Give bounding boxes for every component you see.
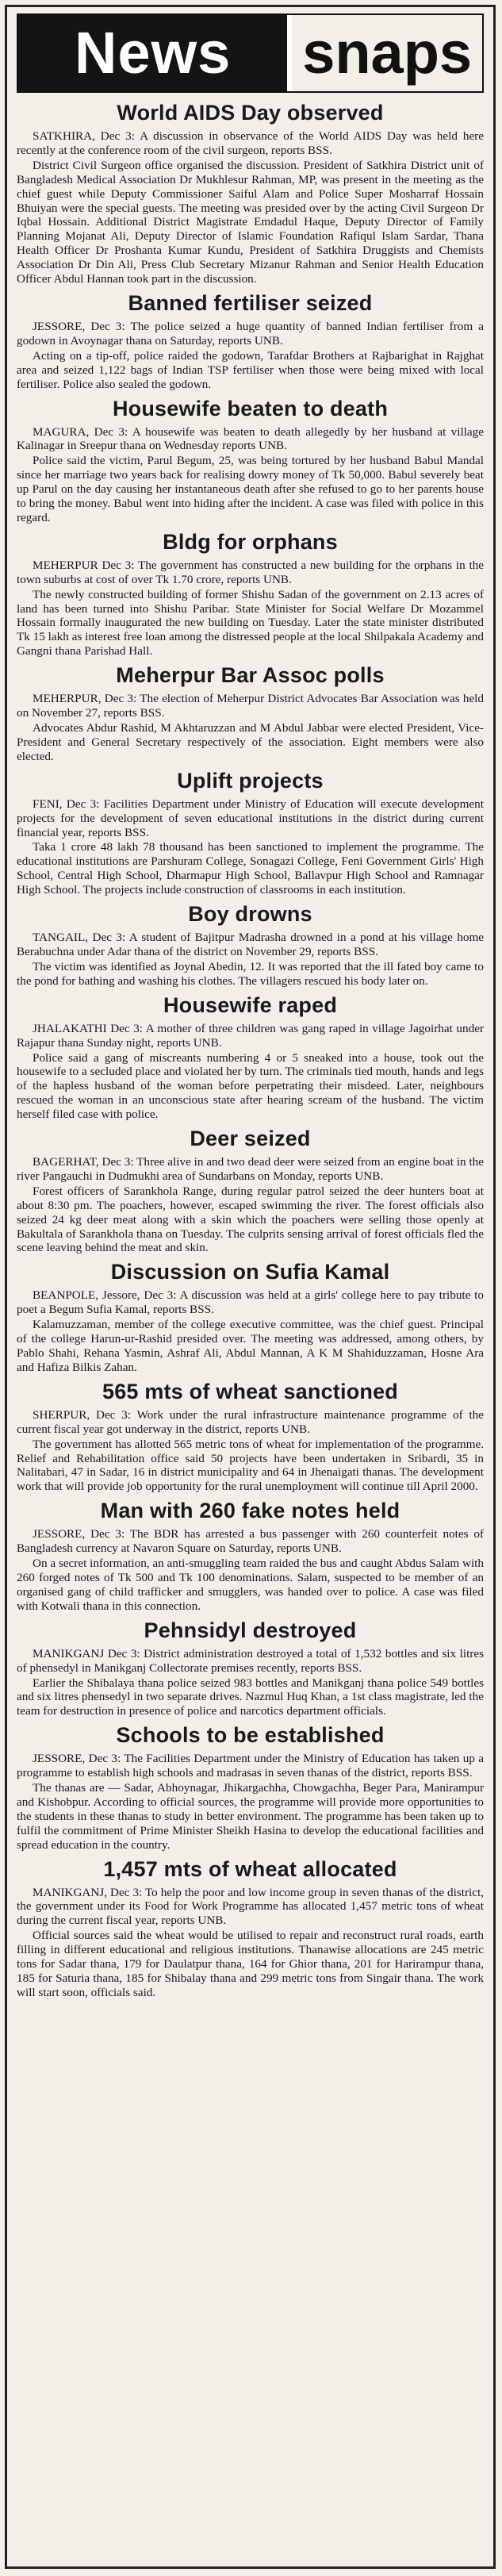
story-headline: World AIDS Day observed: [117, 101, 384, 125]
story-headline: Schools to be established: [116, 1723, 385, 1748]
news-story: [17, 1380, 484, 1494]
news-story: [17, 101, 484, 286]
story-paragraph: Advocates Abdur Rashid, M Akhtaruzzan and M Abdul Jabbar were elected President, Vice-President and General Secretary respectively of the association. Eight members were also elected.: [17, 721, 484, 763]
story-headline: Discussion on Sufia Kamal: [110, 1260, 390, 1284]
story-paragraph: MANIKGANJ, Dec 3: To help the poor and low income group in seven thanas of the district, the government under its Food for Work Programme has allocated 1,457 metric tons of wheat during the current fiscal year, reports UNB.: [17, 1885, 484, 1928]
news-story: [17, 1857, 484, 2000]
story-paragraph: Taka 1 crore 48 lakh 78 thousand has been sanctioned to implement the programme. The educational institutions are Parshuram College, Sonagazi College, Feni Government Girls' High School, Central High School, Dharmapur High School, Ballavpur High School and Ramnagar High School. The projects include construction of classrooms in each institution.: [17, 840, 484, 897]
news-story: [17, 1618, 484, 1719]
story-paragraph: Kalamuzzaman, member of the college executive committee, was the chief guest. Principal of the college Harun-ur-Rashid presided over. The meeting was addressed, among others, by Pablo Shahi, Rehana Yasmin, Ashraf Ali, Abdul Mannan, A K M Shahiduzzaman, Hosne Ara and Hafiza Bilkis Zahan.: [17, 1318, 484, 1374]
story-headline: Man with 260 fake notes held: [100, 1499, 400, 1523]
story-paragraph: The government has allotted 565 metric tons of wheat for implementation of the programme. Relief and Rehabilitation office said 50 projects have been undertaken in Sribardi, 35 in Nalitabari, 47 in Sadar, 16 in district municipality and 64 in Jhenaigati thanas. The development work that will provide job opportunity for the rural unemployment will continue till April 2000.: [17, 1437, 484, 1494]
story-paragraph: Acting on a tip-off, police raided the godown, Tarafdar Brothers at Rajbarighat in Rajghat area and seized 1,122 bags of Indian TSP fertiliser when those were being mixed with local fertiliser. Police also sealed the godown.: [17, 348, 484, 391]
story-headline: Pehnsidyl destroyed: [144, 1618, 357, 1642]
story-paragraph: Official sources said the wheat would be utilised to repair and reconstruct rural roads, earth filling in different educational and religious institutions. Thanawise allocations are 245 metric tons for Sadar thana, 179 for Daulatpur thana, 164 for Ghior thana, 201 for Harirampur thana, 185 for Saturia thana, 185 for Shibalay thana and 299 metric tons from Singair thana. The work will start soon, officials said.: [17, 1929, 484, 1999]
masthead-snaps: snaps: [287, 15, 482, 91]
story-headline: Boy drowns: [188, 902, 312, 927]
masthead-news: News: [18, 15, 287, 91]
story-paragraph: SHERPUR, Dec 3: Work under the rural infrastructure maintenance programme of the current fiscal year got underway in the district, reports UNB.: [17, 1407, 484, 1436]
stories-list: [17, 101, 484, 2000]
story-paragraph: MEHERPUR Dec 3: The government has constructed a new building for the orphans in the town suburbs at cost of over Tk 1.70 crore, reports UNB.: [17, 558, 484, 586]
news-story: [17, 902, 484, 989]
story-paragraph: SATKHIRA, Dec 3: A discussion in observance of the World AIDS Day was held here recently at the conference room of the civil surgeon, reports BSS.: [17, 129, 484, 157]
story-headline: Uplift projects: [177, 768, 324, 793]
story-paragraph: Earlier the Shibalaya thana police seized 983 bottles and Manikganj thana police 549 bottles and six litres phensedyl in two separate drives. Nazmul Huq Khan, a 1st class magistrate, led the team for destruction in presence of police and narcotics department officials.: [17, 1676, 484, 1718]
news-story: [17, 530, 484, 658]
story-headline: 565 mts of wheat sanctioned: [102, 1379, 398, 1403]
news-story: [17, 291, 484, 392]
story-headline: Housewife beaten to death: [112, 396, 389, 420]
story-headline: Housewife raped: [163, 992, 338, 1017]
story-paragraph: FENI, Dec 3: Facilities Department under Ministry of Education will execute development projects for the development of seven educational institutions in the district during current financial year, reports BSS.: [17, 797, 484, 839]
news-story: [17, 993, 484, 1122]
story-paragraph: The newly constructed building of former Shishu Sadan of the government on 2.13 acres of land has been turned into Shishu Paribar. State Minister for Social Welfare Dr Mozammel Hossain formally inaugurated the new building on Tuesday. Later the state minister distributed Tk 15 lakh as interest free loan among the distressed people at the local Shilpakala Academy and Gangni thana Parishad Hall.: [17, 587, 484, 658]
story-headline: Bldg for orphans: [163, 529, 338, 554]
story-paragraph: JESSORE, Dec 3: The police seized a huge quantity of banned Indian fertiliser from a godown in Avoynagar thana on Saturday, reports UNB.: [17, 319, 484, 347]
news-snaps-column: [5, 5, 496, 2569]
news-story: [17, 663, 484, 764]
news-story: [17, 1723, 484, 1852]
news-story: [17, 1260, 484, 1374]
story-paragraph: BEANPOLE, Jessore, Dec 3: A discussion was held at a girls' college here to pay tribute to poet a Begum Sufia Kamal, reports BSS.: [17, 1288, 484, 1317]
story-paragraph: The thanas are — Sadar, Abhoynagar, Jhikargachha, Chowgachha, Beger Para, Manirampur and Kishobpur. According to official sources, the programme will provide more opportunities to the students in these thanas to study in better environment. The programme has been taken up to fulfil the commitment of Prime Minister Sheikh Hasina to develop the educational facilities and spread education in the country.: [17, 1781, 484, 1852]
story-paragraph: MEHERPUR, Dec 3: The election of Meherpur District Advocates Bar Association was held on November 27, reports BSS.: [17, 692, 484, 720]
story-paragraph: JESSORE, Dec 3: The Facilities Department under the Ministry of Education has taken up a programme to establish high schools and madrasas in seven thanas of the district, reports BSS.: [17, 1752, 484, 1780]
story-paragraph: JHALAKATHI Dec 3: A mother of three children was gang raped in village Jagoirhat under Rajapur thana Sunday night, reports UNB.: [17, 1021, 484, 1050]
story-headline: Banned fertiliser seized: [128, 290, 373, 315]
story-paragraph: JESSORE, Dec 3: The BDR has arrested a bus passenger with 260 counterfeit notes of Bangladesh currency at Navaron Square on Saturday, reports UNB.: [17, 1527, 484, 1556]
story-paragraph: Forest officers of Sarankhola Range, during regular patrol seized the deer hunters boat at about 8:30 pm. The poachers, however, escaped swimming the river. The forest officials also seized 24 kg deer meat along with a skin which the poachers were selling those openly at Bakultala of Sarankhola thana on Tuesday. The culprits sensing arrival of forest officials fled the scene leaving behind the meat and skin.: [17, 1184, 484, 1255]
story-headline: 1,457 mts of wheat allocated: [103, 1856, 397, 1881]
masthead: [17, 13, 484, 93]
story-paragraph: Police said the victim, Parul Begum, 25, was being tortured by her husband Babul Mandal since her marriage two years back for realising dowry money of Tk 50,000. Babul severely beat up Parul on the day causing her instantaneous death after she refused to go to her parents house to bring the money. Babul went into hiding after the incident. A case was filed with police in this regard.: [17, 454, 484, 524]
news-story: [17, 1127, 484, 1255]
story-paragraph: TANGAIL, Dec 3: A student of Bajitpur Madrasha drowned in a pond at his village home Berabuchna under Adar thana of the district on November 29, reports BSS.: [17, 931, 484, 958]
news-story: [17, 769, 484, 897]
story-paragraph: MANIKGANJ Dec 3: District administration destroyed a total of 1,532 bottles and six litres of phensedyl in Manikganj Collectorate premises recently, reports BSS.: [17, 1646, 484, 1675]
story-paragraph: On a secret information, an anti-smuggling team raided the bus and caught Abdus Salam with 260 forged notes of Tk 500 and Tk 100 denominations. Salam, suspected to be member of an organised gang of child trafficker and smugglers, was handed over to police. A case was filed with Kotwali thana in this connection.: [17, 1557, 484, 1613]
story-paragraph: Police said a gang of miscreants numbering 4 or 5 sneaked into a house, took out the housewife to a secluded place and violated her by turn. The criminals tied mouth, hands and legs of the hapless husband of the woman before perpetrating their misdeed. Later, neighbours rescued the woman in an unconscious state after hearing scream of the husband. The victim herself filed case with police.: [17, 1050, 484, 1122]
story-headline: Deer seized: [190, 1127, 311, 1151]
story-paragraph: BAGERHAT, Dec 3: Three alive in and two dead deer were seized from an engine boat in the river Pangauchi in Dudmukhi area of Sundarbans on Monday, reports UNB.: [17, 1155, 484, 1183]
news-story: [17, 1499, 484, 1613]
story-paragraph: MAGURA, Dec 3: A housewife was beaten to death allegedly by her husband at village Kalinagar in Sreepur thana on Wednesday reports UNB.: [17, 424, 484, 453]
story-paragraph: District Civil Surgeon office organised the discussion. President of Satkhira District unit of Bangladesh Medical Association Dr Mukhlesur Rahman, MP, was present in the meeting as the chief guest while Deputy Commissioner Saiful Alam and Police Super Mosharraf Hossain Bhuiyan were the special guests. The meeting was presided over by the acting Civil Surgeon Dr Iqbal Hossain. Additional District Magistrate Emdadul Haque, Deputy Director of Family Planning Mojanat Ali, Deputy Director of Islamic Foundation Rafiqul Islam Sardar, Thana Health Officer Dr Proshanta Kumar Kundu, President of Satkhira Druggists and Chemists Association Dr Din Ali, Press Club Secretary Mizanur Rahman and Senior Health Education Officer Abdul Hannan took part in the discussion.: [17, 158, 484, 286]
story-headline: Meherpur Bar Assoc polls: [116, 663, 385, 688]
news-story: [17, 397, 484, 525]
story-paragraph: The victim was identified as Joynal Abedin, 12. It was reported that the ill fated boy came to the pond for bathing and washing his clothes. The villagers rescued his body later on.: [17, 959, 484, 988]
